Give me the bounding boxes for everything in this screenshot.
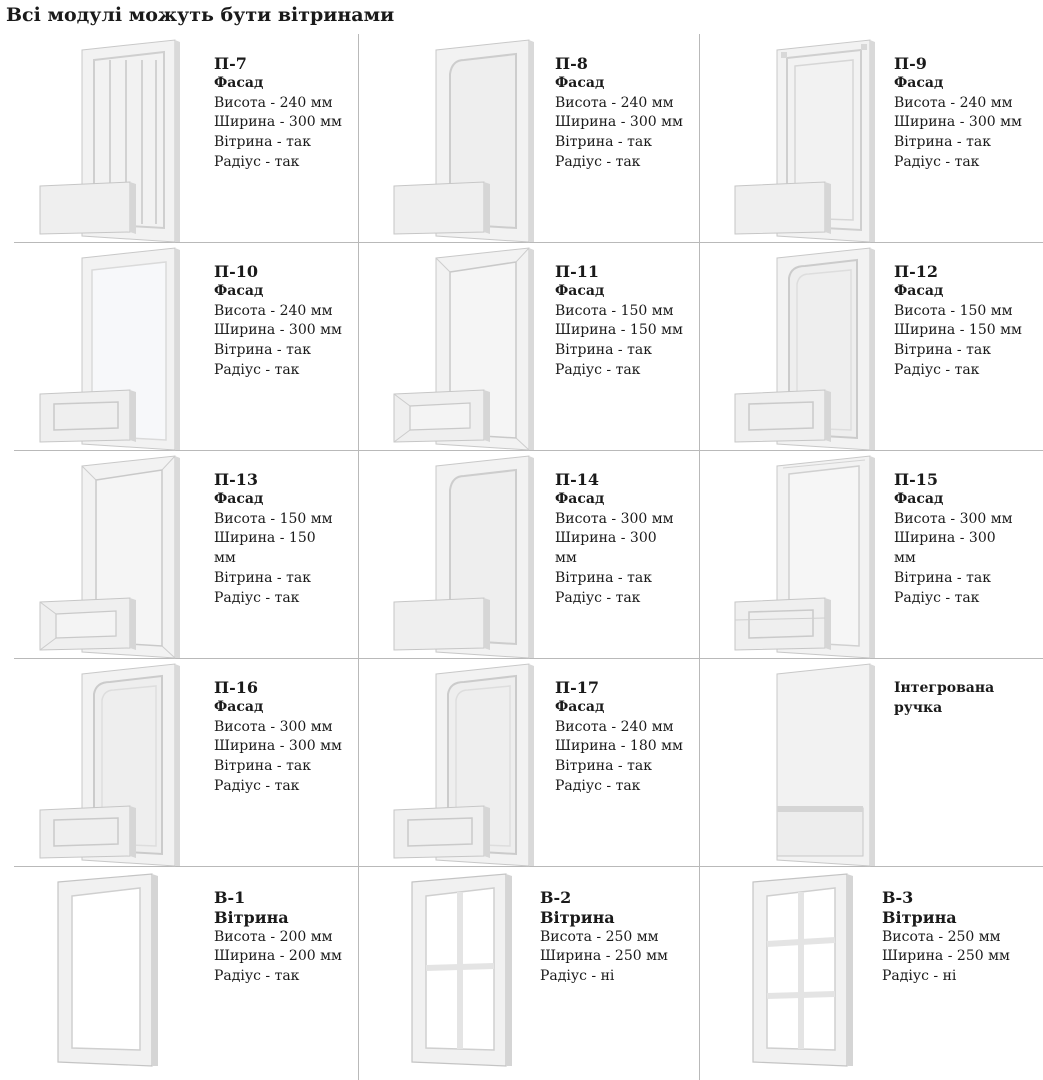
module-kind: Вітрина: [214, 907, 289, 927]
module-kind: Фасад: [555, 698, 605, 715]
facade-drawer: [394, 182, 490, 234]
module-code: В-1: [214, 888, 246, 907]
module-card: [699, 34, 1043, 242]
module-image: [384, 868, 559, 1076]
facade-drawer: [777, 806, 863, 856]
module-spec: Радіус - так: [894, 589, 980, 606]
glass-frame: [412, 874, 512, 1066]
module-code: П-13: [214, 470, 259, 489]
module-card: [699, 242, 1043, 450]
module-spec: Ширина - 300 мм: [214, 738, 342, 755]
module-card: [358, 242, 699, 450]
module-spec: Висота - 240 мм: [214, 302, 333, 319]
module-spec: Висота - 250 мм: [882, 928, 1001, 945]
module-grid: [0, 34, 1043, 1080]
module-image: [384, 660, 559, 868]
module-card: [0, 34, 358, 242]
module-code: П-15: [894, 470, 939, 489]
facade-drawer: [394, 390, 490, 442]
module-card: [699, 450, 1043, 658]
module-spec: Радіус - так: [894, 361, 980, 378]
facade-drawer: [40, 390, 136, 442]
module-spec: Ширина - 150: [214, 530, 316, 547]
module-image: [30, 868, 205, 1076]
module-info: [214, 678, 342, 797]
module-image: [30, 36, 205, 244]
module-spec: Ширина - 300 мм: [555, 114, 683, 131]
module-spec: Ширина - 250 мм: [882, 948, 1010, 965]
module-image: [30, 660, 205, 868]
module-spec: мм: [214, 550, 236, 567]
module-spec: Ширина - 300: [894, 530, 996, 547]
module-spec: Вітрина - так: [214, 758, 311, 775]
module-info: [894, 262, 1022, 381]
module-spec: мм: [555, 550, 577, 567]
module-kind: Фасад: [555, 490, 605, 507]
module-spec: Вітрина - так: [214, 134, 311, 151]
glass-frame: [58, 874, 158, 1066]
module-spec: Вітрина - так: [555, 342, 652, 359]
module-image: [725, 452, 900, 660]
module-info: [214, 262, 342, 381]
module-spec: Висота - 150 мм: [214, 510, 333, 527]
glass-frame: [753, 874, 853, 1066]
module-spec: Ширина - 150 мм: [555, 322, 683, 339]
module-info: [555, 470, 674, 609]
module-kind: Фасад: [894, 74, 944, 91]
module-spec: Висота - 300 мм: [894, 510, 1013, 527]
page-title: Всі модулі можуть бути вітринами: [6, 4, 395, 26]
module-spec: Ширина - 300 мм: [214, 322, 342, 339]
module-code: П-10: [214, 262, 259, 281]
module-spec: Висота - 240 мм: [555, 718, 674, 735]
module-code: П-12: [894, 262, 939, 281]
facade-drawer: [735, 390, 831, 442]
module-card: [0, 658, 358, 866]
module-spec: Радіус - так: [214, 589, 300, 606]
facade-drawer: [735, 182, 831, 234]
module-card: [358, 658, 699, 866]
module-kind: Інтегрована ручка: [894, 680, 995, 716]
module-spec: Висота - 150 мм: [894, 302, 1013, 319]
module-spec: Ширина - 200 мм: [214, 948, 342, 965]
module-spec: мм: [894, 550, 916, 567]
module-code: П-14: [555, 470, 600, 489]
module-spec: Висота - 150 мм: [555, 302, 674, 319]
module-code: П-9: [894, 54, 927, 73]
module-kind: Фасад: [214, 74, 264, 91]
module-image: [725, 244, 900, 452]
module-kind: Фасад: [214, 490, 264, 507]
module-info: [894, 678, 1004, 718]
module-spec: Висота - 240 мм: [894, 94, 1013, 111]
module-card: [699, 866, 1043, 1080]
facade-drawer: [394, 598, 490, 650]
module-kind: Фасад: [894, 282, 944, 299]
module-code: П-7: [214, 54, 247, 73]
module-spec: Висота - 240 мм: [555, 94, 674, 111]
module-info: [894, 470, 1013, 609]
module-info: [555, 678, 683, 797]
module-spec: Ширина - 300: [555, 530, 657, 547]
module-card: [358, 450, 699, 658]
module-spec: Висота - 250 мм: [540, 928, 659, 945]
module-image: [725, 660, 900, 868]
module-code: В-3: [882, 888, 914, 907]
module-code: П-16: [214, 678, 259, 697]
module-spec: Радіус - так: [214, 361, 300, 378]
module-spec: Висота - 240 мм: [214, 94, 333, 111]
module-info: [882, 888, 1010, 987]
facade-drawer: [40, 182, 136, 234]
module-spec: Вітрина - так: [555, 569, 652, 586]
module-card: [0, 242, 358, 450]
module-info: [540, 888, 668, 987]
module-image: [30, 452, 205, 660]
module-spec: Радіус - так: [555, 361, 641, 378]
module-code: П-8: [555, 54, 588, 73]
module-kind: Вітрина: [540, 907, 615, 927]
module-spec: Ширина - 150 мм: [894, 322, 1022, 339]
module-spec: Вітрина - так: [894, 569, 991, 586]
module-spec: Радіус - так: [555, 777, 641, 794]
module-info: [214, 470, 333, 609]
module-info: [555, 54, 683, 173]
module-kind: Фасад: [555, 282, 605, 299]
module-image: [384, 36, 559, 244]
module-kind: Фасад: [214, 282, 264, 299]
module-info: [555, 262, 683, 381]
facade-drawer: [735, 598, 831, 650]
module-spec: Вітрина - так: [555, 134, 652, 151]
module-spec: Радіус - так: [555, 153, 641, 170]
module-spec: Радіус - так: [555, 589, 641, 606]
module-spec: Радіус - ні: [882, 968, 957, 985]
module-spec: Вітрина - так: [214, 569, 311, 586]
module-spec: Ширина - 250 мм: [540, 948, 668, 965]
module-info: [214, 54, 342, 173]
module-code: В-2: [540, 888, 572, 907]
facade-drawer: [394, 806, 490, 858]
module-code: П-11: [555, 262, 600, 281]
module-card: [699, 658, 1043, 866]
module-code: П-17: [555, 678, 600, 697]
module-info: [214, 888, 342, 987]
module-image: [384, 452, 559, 660]
module-spec: Ширина - 180 мм: [555, 738, 683, 755]
module-kind: Фасад: [894, 490, 944, 507]
module-image: [725, 868, 900, 1076]
module-spec: Вітрина - так: [214, 342, 311, 359]
module-image: [30, 244, 205, 452]
module-spec: Ширина - 300 мм: [894, 114, 1022, 131]
module-kind: Фасад: [555, 74, 605, 91]
module-card: [0, 450, 358, 658]
module-card: [358, 34, 699, 242]
module-spec: Вітрина - так: [555, 758, 652, 775]
module-spec: Радіус - так: [214, 968, 300, 985]
module-image: [384, 244, 559, 452]
module-kind: Вітрина: [882, 907, 957, 927]
facade-drawer: [40, 598, 136, 650]
module-spec: Вітрина - так: [894, 134, 991, 151]
module-spec: Радіус - ні: [540, 968, 615, 985]
module-spec: Висота - 300 мм: [555, 510, 674, 527]
module-spec: Висота - 200 мм: [214, 928, 333, 945]
module-info: [894, 54, 1022, 173]
facade-drawer: [40, 806, 136, 858]
module-spec: Радіус - так: [214, 777, 300, 794]
module-spec: Радіус - так: [894, 153, 980, 170]
module-spec: Висота - 300 мм: [214, 718, 333, 735]
module-image: [725, 36, 900, 244]
module-spec: Ширина - 300 мм: [214, 114, 342, 131]
module-card: [0, 866, 358, 1080]
module-kind: Фасад: [214, 698, 264, 715]
module-spec: Радіус - так: [214, 153, 300, 170]
module-spec: Вітрина - так: [894, 342, 991, 359]
module-card: [358, 866, 699, 1080]
